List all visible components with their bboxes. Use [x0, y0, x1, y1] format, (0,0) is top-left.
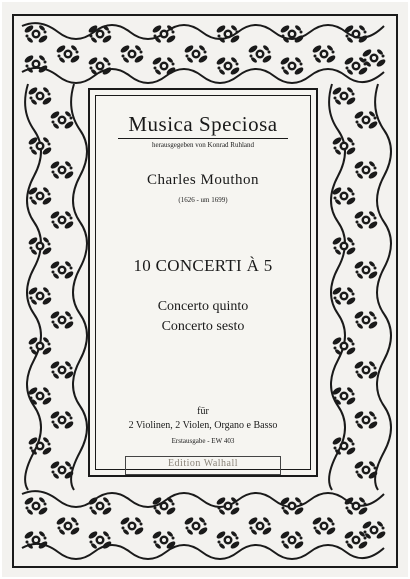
work-title: 10 CONCERTI À 5: [133, 256, 273, 275]
ornament-top: [22, 23, 387, 83]
ornament-bottom: [22, 491, 387, 559]
subtitle-concerto-quinto: Concerto quinto: [157, 299, 249, 314]
scoring-prefix: für: [197, 406, 209, 417]
edition-info: Erstausgabe - EW 403: [171, 437, 235, 445]
ornament-right: [329, 84, 391, 490]
scoring: 2 Violinen, 2 Violen, Organo e Basso: [128, 420, 278, 431]
composer-name: Charles Mouthon: [146, 172, 260, 188]
series-title: Musica Speciosa: [128, 112, 278, 136]
publisher: Edition Walhall: [167, 458, 239, 469]
subtitle-concerto-sesto: Concerto sesto: [161, 319, 245, 334]
ornament-left: [25, 84, 87, 490]
series-rule: [118, 138, 288, 139]
composer-dates: (1626 - um 1699): [178, 196, 228, 204]
series-editor: herausgegeben von Konrad Ruhland: [151, 141, 255, 149]
